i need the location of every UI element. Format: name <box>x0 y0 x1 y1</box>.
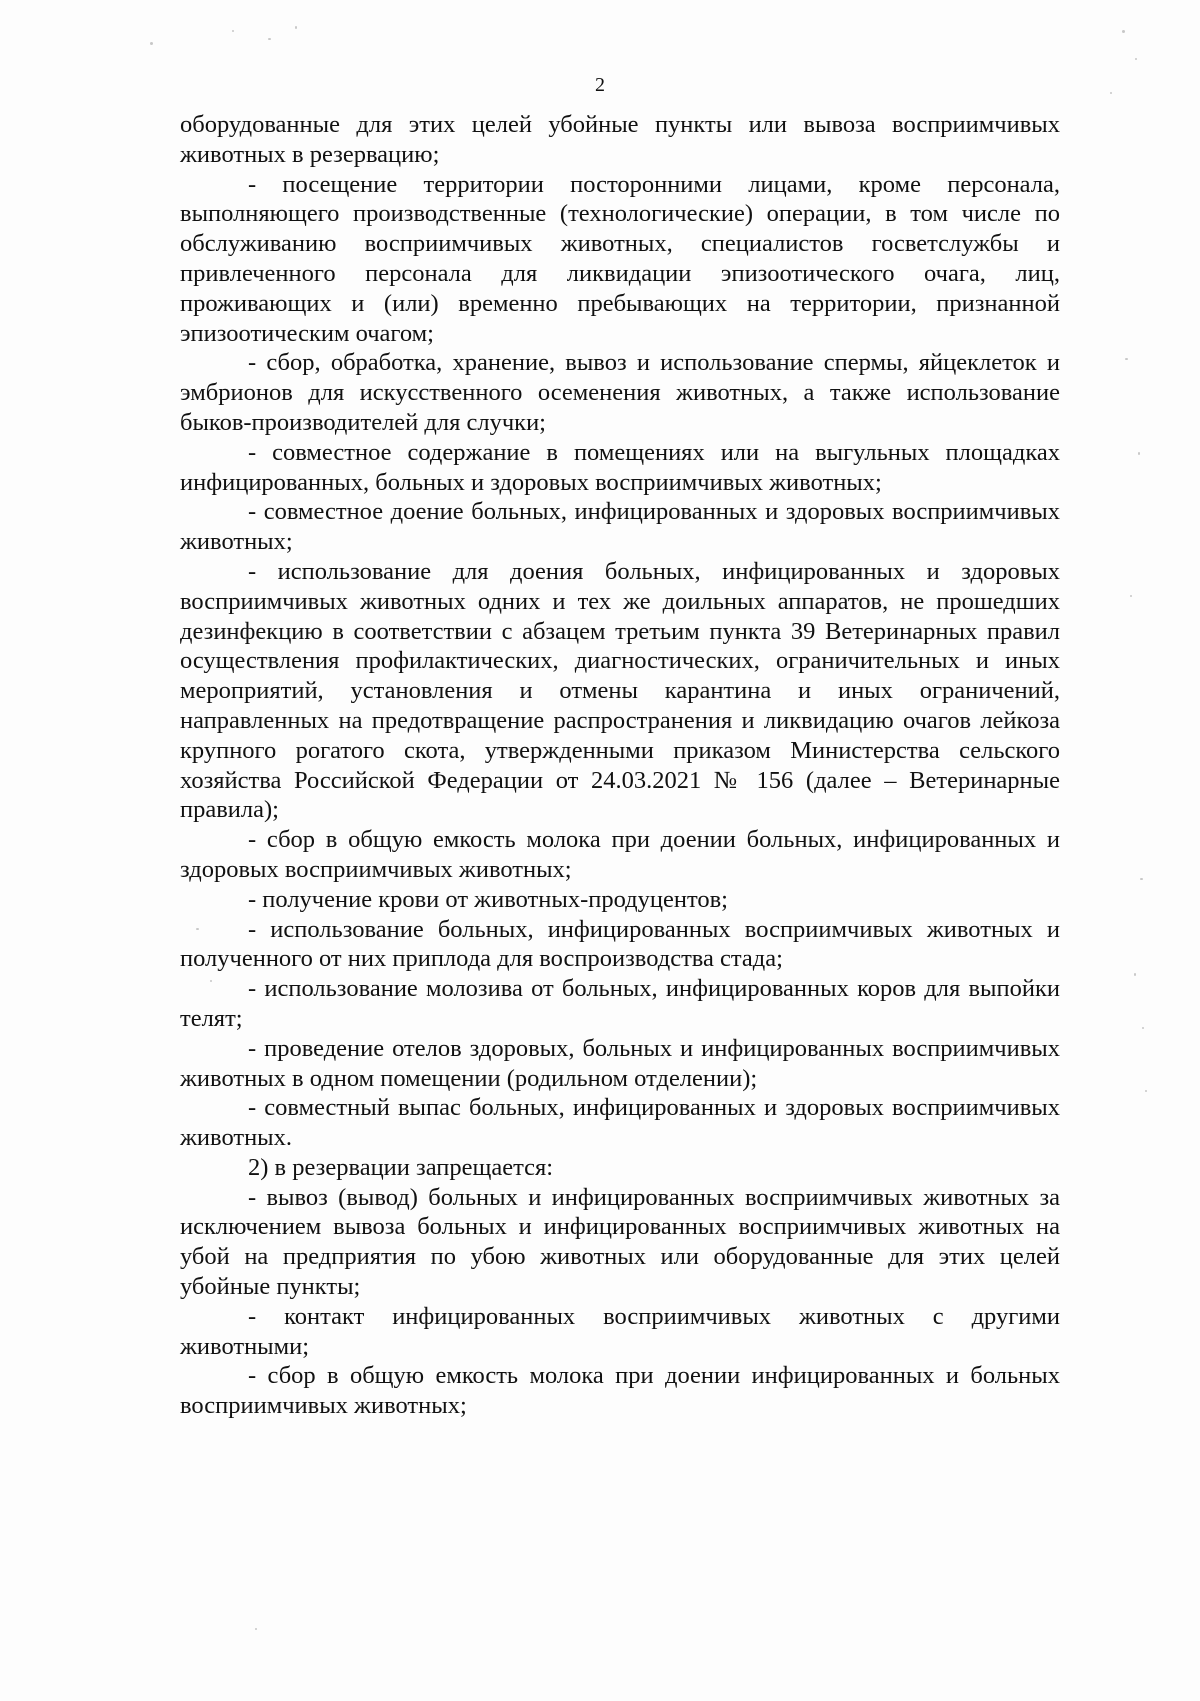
scan-speck <box>210 980 212 982</box>
paragraph: - совместное доение больных, инфицированных и здоровых восприимчивых животных; <box>180 498 1060 556</box>
scan-speck <box>268 38 271 40</box>
paragraph: - получение крови от животных-продуцентов; <box>248 885 728 913</box>
paragraph: оборудованные для этих целей убойные пункты или вывоза восприимчивых животных в резервацию; <box>180 111 1060 168</box>
paragraph: - контакт инфицированных восприимчивых животных с другими животными; <box>180 1302 1060 1360</box>
page-number: 2 <box>595 74 605 96</box>
scan-speck <box>196 928 199 930</box>
paragraph: - совместное содержание в помещениях или на выгульных площадках инфицированных, больных и здоровых восприимчивых животных; <box>180 438 1060 496</box>
scan-speck <box>255 1628 257 1630</box>
scan-speck <box>295 26 297 29</box>
paragraph: - проведение отелов здоровых, больных и инфицированных восприимчивых животных в одном помещении (родильном отделении); <box>180 1034 1060 1092</box>
scan-speck <box>1125 358 1128 360</box>
paragraph: - сбор в общую емкость молока при доении больных, инфицированных и здоровых восприимчивых животных; <box>180 826 1060 883</box>
paragraph: - сбор, обработка, хранение, вывоз и использование спермы, яйцеклеток и эмбрионов для искусственного осеменения животных, а также использование быков-производителей для случки; <box>180 349 1060 436</box>
paragraph: - использование для доения больных, инфицированных и здоровых восприимчивых животных одних и тех же доильных аппаратов, не прошедших дезинфекцию в соответствии с абзацем третьим пункта 39 Ветеринарных правил осуществления профилактических, диагностических, ограничительных и иных мероприятий, установления и отмены карантина и иных ограничений, направленных на предотвращение распространения и ликвидацию очагов лейкоза крупного рогатого скота, утвержденными приказом Министерства сельского хозяйства Российской Федерации от 24.03.2021 № 156 (далее – Ветеринарные правила); <box>180 557 1060 824</box>
scan-speck <box>150 42 153 45</box>
scan-speck <box>1110 92 1112 94</box>
document-body <box>180 110 1060 1421</box>
scan-speck <box>1138 452 1140 455</box>
scan-speck <box>1135 58 1137 60</box>
scan-speck <box>1145 1090 1147 1092</box>
paragraph: - использование больных, инфицированных восприимчивых животных и полученного от них приплода для воспроизводства стада; <box>180 915 1060 973</box>
scan-speck <box>1140 878 1143 880</box>
paragraph: - сбор в общую емкость молока при доении инфицированных и больных восприимчивых животных; <box>180 1362 1060 1420</box>
scan-speck <box>1142 1027 1144 1029</box>
section-heading: 2) в резервации запрещается: <box>248 1153 554 1181</box>
paragraph: - посещение территории посторонними лицами, кроме персонала, выполняющего производственные (технологические) операции, в том числе по обслуживанию восприимчивых животных, специалистов госветслужбы и привлеченного персонала для ликвидации эпизоотического очага, лиц, проживающих и (или) временно пребывающих на территории, признанной эпизоотическим очагом; <box>180 170 1060 347</box>
paragraph: - совместный выпас больных, инфицированных и здоровых восприимчивых животных. <box>180 1094 1060 1152</box>
paragraph: - вывоз (вывод) больных и инфицированных восприимчивых животных за исключением вывоза больных и инфицированных восприимчивых животных на убой на предприятия по убою животных или оборудованные для этих целей убойные пункты; <box>180 1183 1060 1301</box>
scan-speck <box>232 30 234 32</box>
paragraph: - использование молозива от больных, инфицированных коров для выпойки телят; <box>180 975 1060 1032</box>
scan-speck <box>1122 30 1125 33</box>
scan-speck <box>1134 973 1136 976</box>
scan-speck <box>1130 595 1132 597</box>
